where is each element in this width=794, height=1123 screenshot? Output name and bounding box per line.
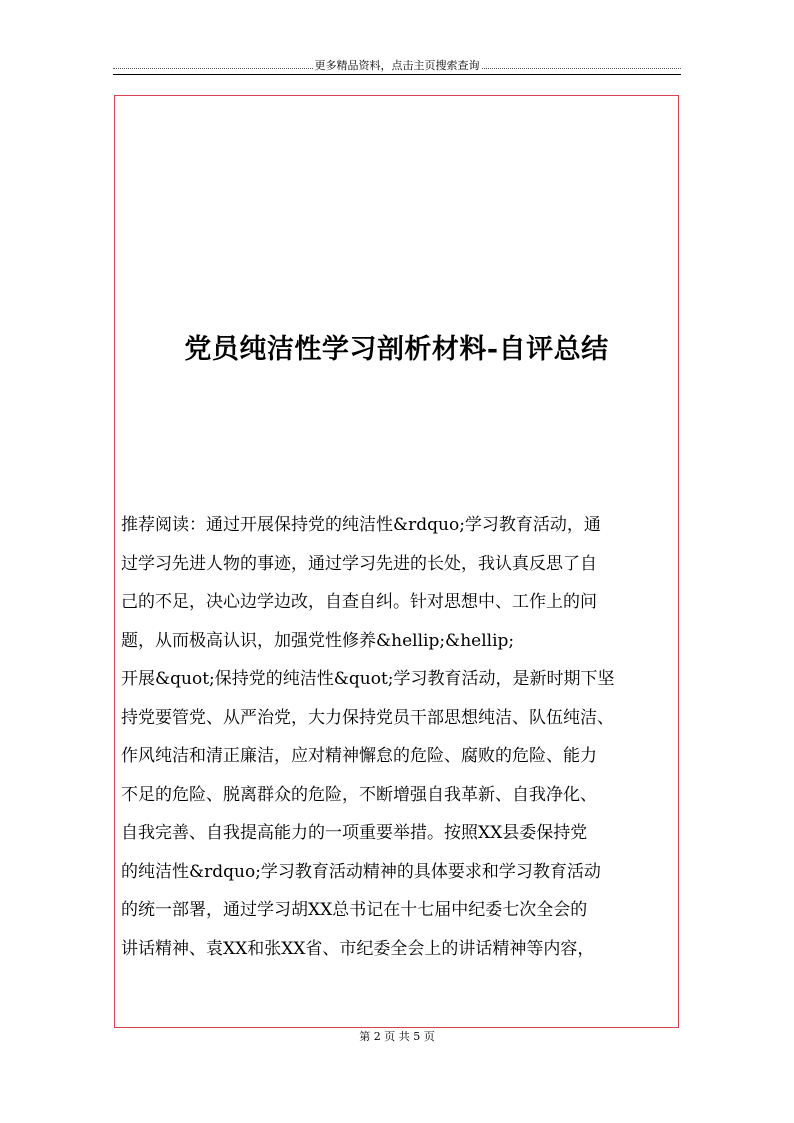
header-text: 更多精品资料，点击主页搜索查询: [314, 59, 480, 72]
body-line: 推荐阅读：通过开展保持党的纯洁性&rdquo;学习教育活动，通: [121, 515, 601, 535]
page-footer: 第 2 页 共 5 页: [359, 1030, 435, 1043]
document-body: [121, 506, 677, 968]
body-line: 作风纯洁和清正廉洁，应对精神懈怠的危险、腐败的危险、能力: [121, 746, 597, 766]
body-line: 开展&quot;保持党的纯洁性&quot;学习教育活动，是新时期下坚: [121, 669, 615, 689]
body-line: 己的不足，决心边学边改，自查自纠。针对思想中、工作上的问: [121, 592, 597, 612]
page-header: [0, 59, 794, 73]
body-line: 不足的危险、脱离群众的危险，不断增强自我革新、自我净化、: [121, 784, 597, 805]
body-line: 过学习先进人物的事迹，通过学习先进的长处，我认真反思了自: [121, 553, 597, 574]
body-line: 的统一部署，通过学习胡XX总书记在十七届中纪委七次全会的: [121, 900, 588, 920]
document-title: 党员纯洁性学习剖析材料-自评总结: [184, 334, 609, 365]
body-line: 持党要管党、从严治党，大力保持党员干部思想纯洁、队伍纯洁、: [121, 707, 614, 728]
header-rule: [113, 74, 681, 75]
body-line: 自我完善、自我提高能力的一项重要举措。按照XX县委保持党: [121, 823, 588, 843]
body-line: 题，从而极高认识，加强党性修养&hellip;&hellip;: [121, 630, 515, 651]
body-line: 讲话精神、袁XX和张XX省、市纪委全会上的讲话精神等内容，: [121, 938, 595, 959]
body-line: 的纯洁性&rdquo;学习教育活动精神的具体要求和学习教育活动: [121, 861, 601, 882]
